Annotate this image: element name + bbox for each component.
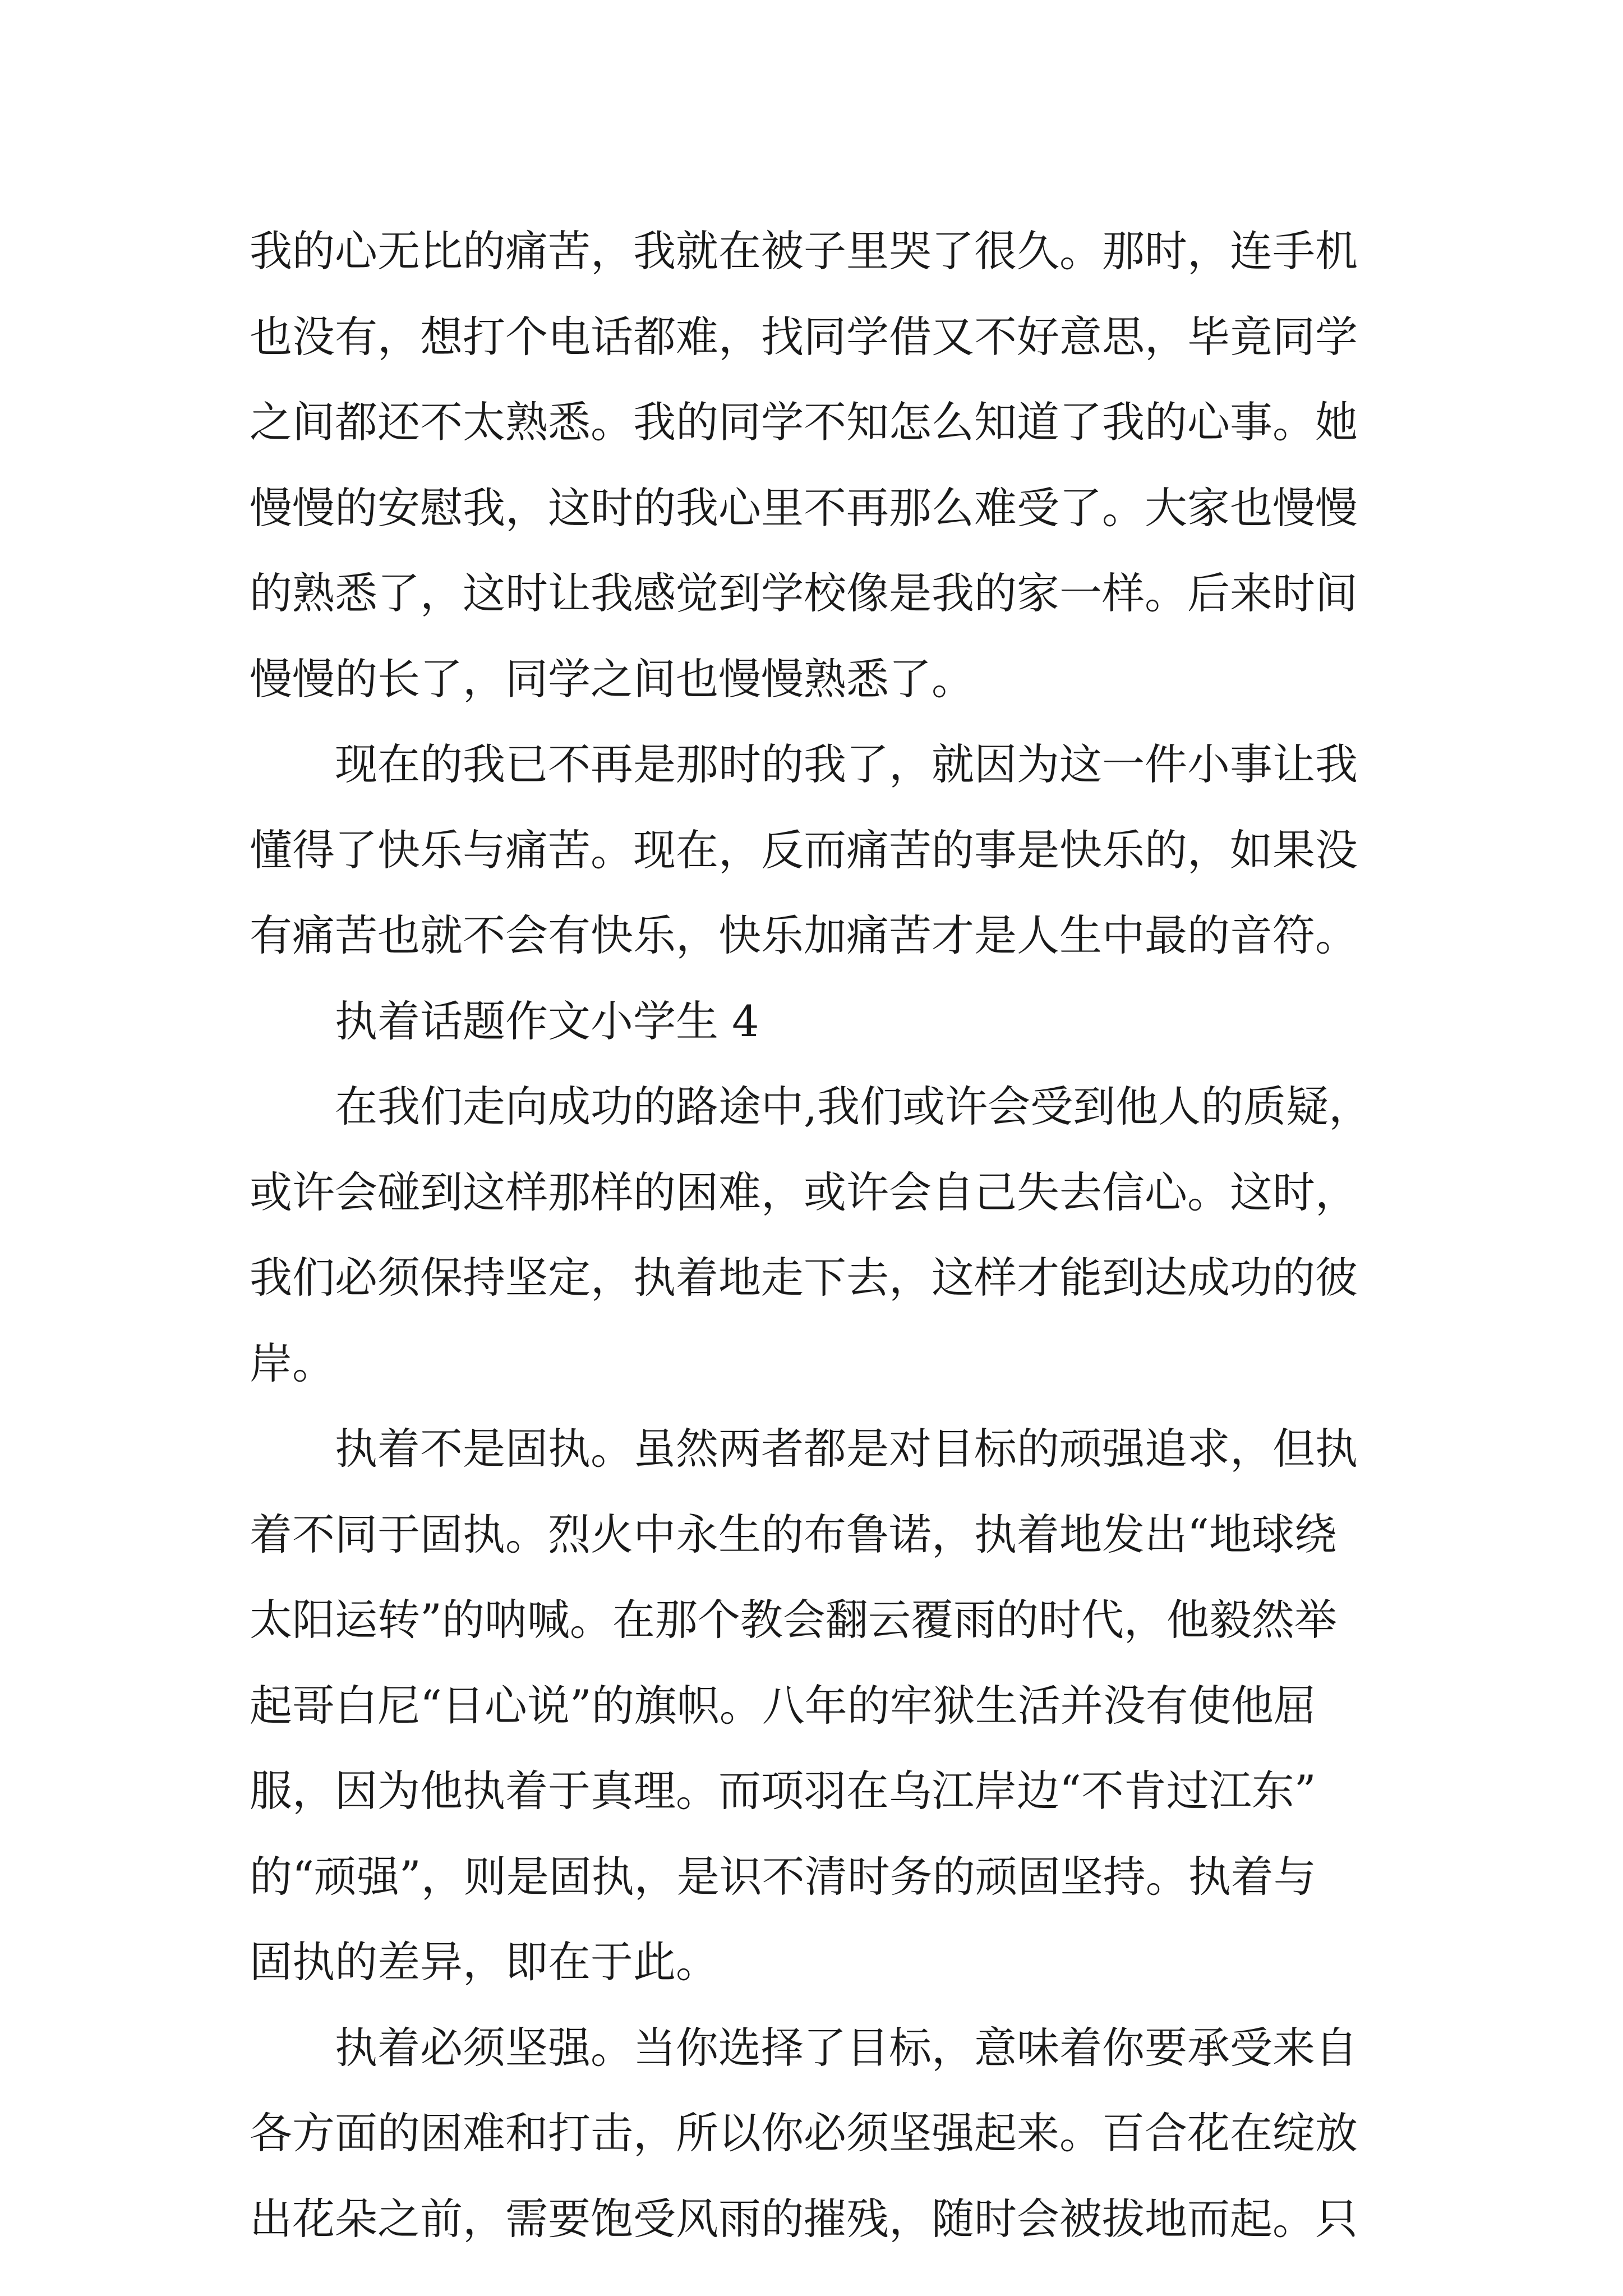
text-line: 出花朵之前，需要饱受风雨的摧残，随时会被拔地而起。只 <box>250 2193 1358 2244</box>
text-line: 太阳运转”的呐喊。在那个教会翻云覆雨的时代，他毅然举 <box>250 1595 1337 1645</box>
paragraph-first-line: 执着不是固执。虽然两者都是对目标的顽强追求，但执 <box>335 1424 1358 1474</box>
text-line: 固执的差异，即在于此。 <box>250 1937 718 1987</box>
text-line: 服，因为他执着于真理。而项羽在乌江岸边“不肯过江东” <box>250 1766 1316 1816</box>
text-line: 或许会碰到这样那样的困难，或许会自己失去信心。这时， <box>250 1167 1358 1217</box>
text-line: 的“顽强”，则是固执，是识不清时务的顽固坚持。执着与 <box>250 1851 1316 1902</box>
text-line: 有痛苦也就不会有快乐，快乐加痛苦才是人生中最的音符。 <box>250 910 1358 960</box>
text-line: 之间都还不太熟悉。我的同学不知怎么知道了我的心事。她 <box>250 397 1358 447</box>
text-line: 起哥白尼“日心说”的旗帜。八年的牢狱生活并没有使他屈 <box>250 1680 1316 1731</box>
text-line: 我们必须保持坚定，执着地走下去，这样才能到达成功的彼 <box>250 1253 1358 1303</box>
document-body <box>250 209 1382 2262</box>
text-line: 也没有，想打个电话都难，找同学借又不好意思，毕竟同学 <box>250 311 1358 362</box>
paragraph-first-line: 在我们走向成功的路途中,我们或许会受到他人的质疑， <box>335 1082 1372 1131</box>
paragraph-first-line: 现在的我已不再是那时的我了，就因为这一件小事让我 <box>335 739 1358 789</box>
section-heading: 执着话题作文小学生 4 <box>335 996 759 1046</box>
text-line: 着不同于固执。烈火中永生的布鲁诺，执着地发出“地球绕 <box>250 1509 1337 1559</box>
text-line: 各方面的困难和打击，所以你必须坚强起来。百合花在绽放 <box>250 2108 1358 2158</box>
text-line: 我的心无比的痛苦，我就在被子里哭了很久。那时，连手机 <box>250 226 1358 276</box>
text-line: 慢慢的安慰我，这时的我心里不再那么难受了。大家也慢慢 <box>250 482 1358 533</box>
paragraph-first-line: 执着必须坚强。当你选择了目标，意味着你要承受来自 <box>335 2022 1358 2073</box>
text-line: 岸。 <box>250 1338 335 1388</box>
text-line: 的熟悉了，这时让我感觉到学校像是我的家一样。后来时间 <box>250 568 1358 618</box>
text-line: 慢慢的长了，同学之间也慢慢熟悉了。 <box>250 654 974 704</box>
text-line: 懂得了快乐与痛苦。现在，反而痛苦的事是快乐的，如果没 <box>250 825 1358 875</box>
